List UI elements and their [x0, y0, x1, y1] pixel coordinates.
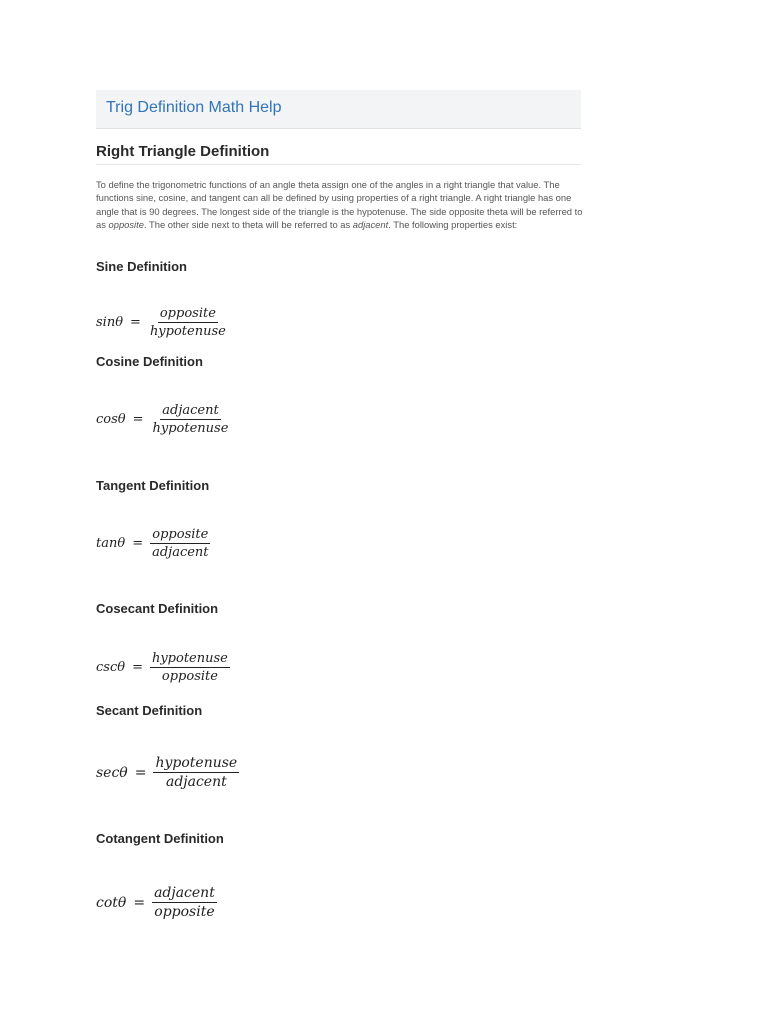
denominator: adjacent	[152, 545, 209, 560]
formula-lhs: secθ	[96, 764, 128, 781]
numerator: hypotenuse	[151, 651, 228, 666]
equals-sign: =	[132, 412, 144, 427]
secant-formula	[96, 755, 239, 790]
sine-heading: Sine Definition	[96, 259, 187, 274]
fraction	[150, 651, 230, 684]
cosine-formula	[96, 403, 230, 436]
numerator: opposite	[152, 527, 209, 542]
tangent-heading: Tangent Definition	[96, 478, 210, 493]
denominator: adjacent	[165, 774, 227, 790]
intro-text-2: . The other side next to theta will be referred to as	[143, 219, 353, 231]
fraction	[153, 755, 239, 790]
denominator: opposite	[154, 904, 215, 920]
equals-sign: =	[132, 660, 143, 675]
fraction	[148, 306, 228, 339]
intro-paragraph	[96, 178, 586, 232]
tangent-formula	[96, 527, 211, 560]
header-bar	[96, 90, 581, 129]
cotangent-heading: Cotangent Definition	[96, 831, 224, 846]
intro-text-1: To define the trigonometric functions of an angle theta assign one of the angles in a right triangle that value. The functions sine, cosine, and tangent can all be defined by using properties of a right triangle. A right triangle has one angle that is 90 degrees. The longest side of the triangle is the hypotenuse. The side opposite theta will be referred to as	[96, 179, 583, 231]
equals-sign: =	[133, 894, 146, 911]
fraction	[152, 885, 217, 920]
denominator: opposite	[161, 669, 218, 684]
intro-text-3: . The following properties exist:	[388, 219, 518, 231]
fraction	[150, 527, 210, 560]
numerator: adjacent	[162, 403, 219, 418]
equals-sign: =	[132, 536, 144, 551]
formula-lhs: sinθ	[96, 315, 124, 330]
fraction	[151, 403, 231, 436]
page-heading: Right Triangle Definition	[96, 143, 581, 165]
adjacent-term: adjacent	[352, 219, 389, 231]
formula-lhs: cotθ	[96, 894, 127, 911]
denominator: hypotenuse	[152, 421, 229, 436]
numerator: opposite	[159, 306, 216, 321]
formula-lhs: cscθ	[96, 660, 126, 675]
equals-sign: =	[130, 315, 141, 330]
sine-formula	[96, 306, 228, 339]
denominator: hypotenuse	[149, 324, 226, 339]
site-title[interactable]: Trig Definition Math Help	[106, 99, 282, 116]
cosine-heading: Cosine Definition	[96, 354, 203, 369]
formula-lhs: tanθ	[96, 536, 126, 551]
numerator: adjacent	[154, 885, 215, 901]
equals-sign: =	[134, 764, 147, 781]
cosecant-heading: Cosecant Definition	[96, 601, 219, 616]
cotangent-formula	[96, 885, 217, 920]
formula-lhs: cosθ	[96, 412, 126, 427]
secant-heading: Secant Definition	[96, 703, 203, 718]
opposite-term: opposite	[108, 219, 144, 231]
cosecant-formula	[96, 651, 230, 684]
numerator: hypotenuse	[155, 755, 238, 771]
